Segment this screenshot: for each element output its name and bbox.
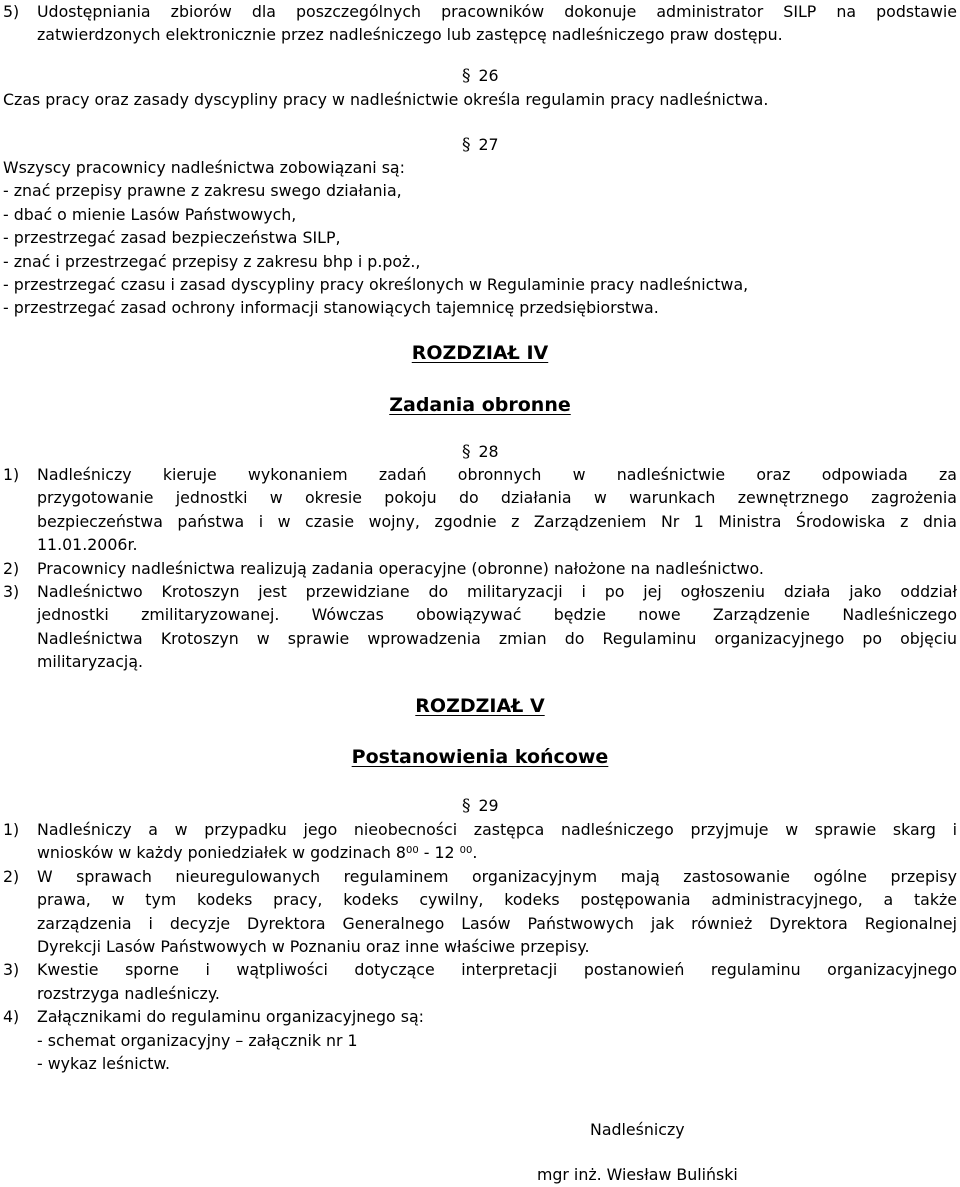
item-number: 1) (3, 465, 20, 484)
section-number: 28 (478, 442, 499, 461)
item-text: - 12 (418, 843, 460, 863)
section-number: 26 (478, 66, 499, 85)
item-line: W sprawach nieuregulowanych regulaminem organizacyjnym mają zastosowanie ogólne przepisy (37, 866, 957, 886)
section-mark: § (462, 796, 471, 816)
item-line: - wykaz leśnictw. (37, 1054, 170, 1074)
section-27-body (3, 156, 957, 320)
item-line: militaryzacją. (37, 652, 144, 672)
item-text: wniosków w każdy poniedziałek w godzinach 8 (37, 843, 406, 863)
duty-item: - znać i przestrzegać przepisy z zakresu bhp i p.poż., (3, 251, 421, 271)
item-line: prawa, w tym kodeks pracy, kodeks cywilny, kodeks postępowania administracyjnego, a także (37, 890, 957, 910)
item-number: 3) (3, 582, 20, 602)
section-28-heading (462, 440, 499, 464)
duty-item: - przestrzegać czasu i zasad dyscypliny pracy określonych w Regulaminie pracy nadleśnictwa, (3, 275, 749, 295)
item-line: Załącznikami do regulaminu organizacyjnego są: (37, 1007, 424, 1027)
item-line (37, 841, 957, 864)
item-number: 2) (3, 558, 20, 578)
section-29-heading (462, 794, 499, 818)
item-line: Kwestie sporne i wątpliwości dotyczące interpretacji postanowień regulaminu organizacyjnego (37, 960, 957, 980)
section-29-body (3, 818, 957, 1075)
list-item (3, 463, 957, 557)
item-number: 2) (3, 866, 20, 886)
duty-item: - przestrzegać zasad ochrony informacji stanowiących tajemnicę przedsiębiorstwa. (3, 298, 659, 318)
section-28-body (3, 463, 957, 674)
section-mark: § (462, 135, 471, 155)
list-item (3, 580, 957, 674)
item-line: zatwierdzonych elektronicznie przez nadleśniczego lub zastępcę nadleśniczego praw dostępu. (37, 25, 783, 45)
item-line: - schemat organizacyjny – załącznik nr 1 (37, 1030, 358, 1050)
superscript-hours: 00 (405, 845, 419, 857)
item-line: 11.01.2006r. (37, 535, 138, 555)
item-line: Pracownicy nadleśnictwa realizują zadania operacyjne (obronne) nałożone na nadleśnictwo. (37, 558, 764, 578)
section-number: 29 (478, 796, 499, 815)
item-line: Udostępniania zbiorów dla poszczególnych pracowników dokonuje administrator SILP na podstawie (37, 2, 957, 21)
signature-title: Nadleśniczy (590, 1120, 685, 1139)
item-line: Nadleśnictwa Krotoszyn w sprawie wprowadzenia zmian do Regulaminu organizacyjnego po objęciu (37, 628, 957, 648)
chapter-5-title: Postanowienia końcowe (351, 746, 609, 768)
section-26-text: Czas pracy oraz zasady dyscypliny pracy w nadleśnictwie określa regulamin pracy nadleśnictwa. (3, 90, 769, 109)
item-line: Nadleśniczy kieruje wykonaniem zadań obronnych w nadleśnictwie oraz odpowiada za (37, 465, 957, 484)
item-number: 1) (3, 820, 20, 839)
item-line: jednostki zmilitaryzowanej. Wówczas obowiązywać będzie nowe Zarządzenie Nadleśniczego (37, 605, 957, 625)
item-line: bezpieczeństwa państwa i w czasie wojny, zgodnie z Zarządzeniem Nr 1 Ministra Środowiska z dnia (37, 511, 957, 531)
list-item (3, 958, 957, 1005)
item-line: przygotowanie jednostki w okresie pokoju do działania w warunkach zewnętrznego zagrożenia (37, 488, 957, 508)
chapter-4-heading: ROZDZIAŁ IV (411, 342, 549, 364)
item-line: rozstrzyga nadleśniczy. (37, 983, 220, 1003)
superscript-hours: 00 (459, 845, 473, 857)
item-line: zarządzenia i decyzje Dyrektora Generalnego Lasów Państwowych jak również Dyrektora Regionalnej (37, 913, 957, 933)
item-line: Dyrekcji Lasów Państwowych w Poznaniu oraz inne właściwe przepisy. (37, 937, 590, 957)
list-item (3, 818, 957, 865)
item-text: . (472, 843, 478, 863)
list-item (3, 557, 957, 580)
item-number: 5) (3, 2, 20, 21)
chapter-5-heading: ROZDZIAŁ V (415, 695, 545, 717)
section-mark: § (462, 442, 471, 462)
chapter-4-title: Zadania obronne (389, 394, 571, 416)
item-number: 3) (3, 960, 20, 980)
duty-item: - dbać o mienie Lasów Państwowych, (3, 204, 297, 224)
section-27-intro: Wszyscy pracownicy nadleśnictwa zobowiązani są: (3, 158, 405, 177)
section-26-heading (462, 64, 499, 88)
signature-name: mgr inż. Wiesław Buliński (537, 1165, 738, 1184)
list-item (3, 1005, 957, 1075)
section-27-heading (462, 133, 499, 157)
item-line: Nadleśnictwo Krotoszyn jest przewidziane do militaryzacji i po jej ogłoszeniu działa jako oddział (37, 582, 957, 602)
duty-item: - przestrzegać zasad bezpieczeństwa SILP, (3, 228, 341, 248)
item-line: Nadleśniczy a w przypadku jego nieobecności zastępca nadleśniczego przyjmuje w sprawie skarg i (37, 820, 957, 839)
item-number: 4) (3, 1007, 20, 1027)
list-item (3, 865, 957, 959)
list-item-5 (3, 0, 957, 47)
section-mark: § (462, 66, 471, 86)
duty-item: - znać przepisy prawne z zakresu swego działania, (3, 181, 402, 201)
section-number: 27 (478, 135, 499, 154)
